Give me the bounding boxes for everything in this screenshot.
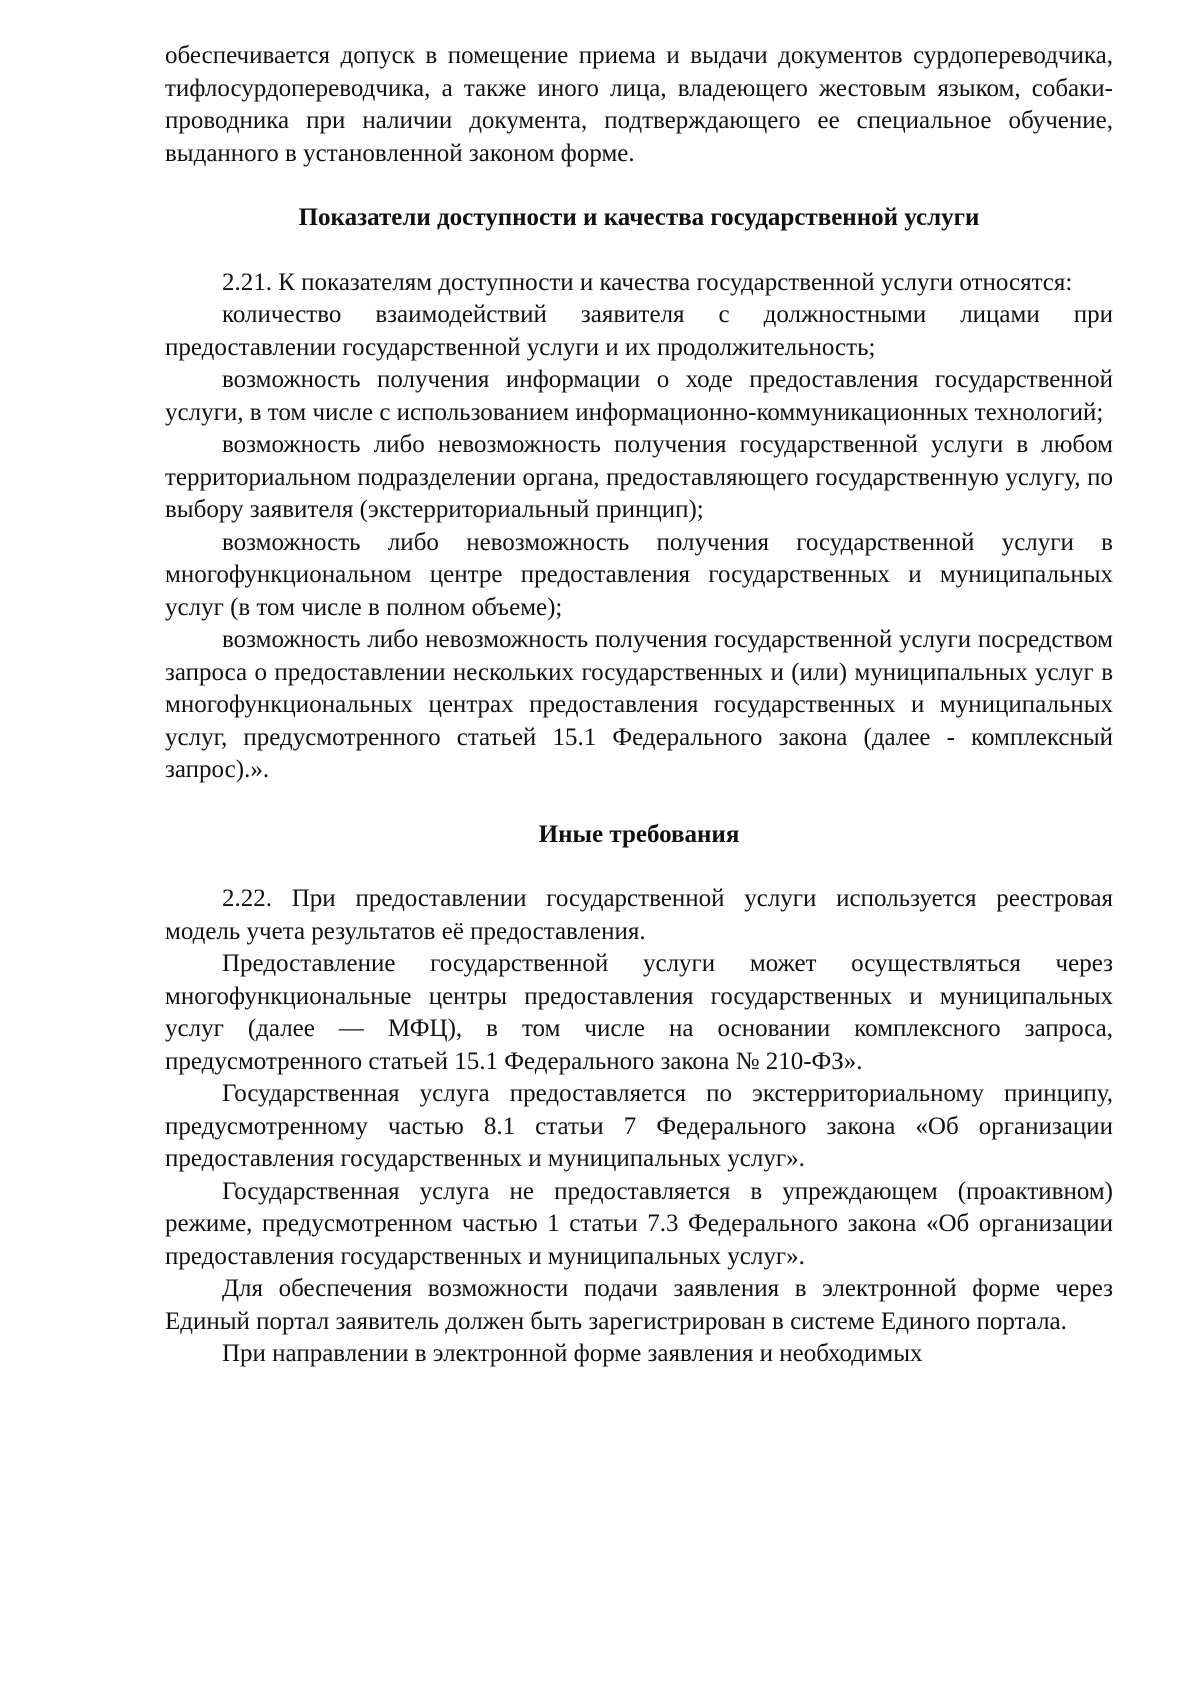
paragraph-complex-request: возможность либо невозможность получения государственной услуги посредством запроса о предоставлении нескольких государственных и (или) муниципальных услуг в многофункциональных центрах предоставления государственных и муниципальных услуг, предусмотренного статьей 15.1 Федерального закона (далее - комплексный запрос).». <box>165 626 1113 783</box>
paragraph-information: возможность получения информации о ходе предоставления государственной услуги, в том числе с использованием информационно-коммуникационных технологий; <box>165 366 1113 426</box>
document-page <box>165 40 1113 1371</box>
paragraph-2-21: 2.21. К показателям доступности и качества государственной услуги относятся: <box>222 268 1073 296</box>
paragraph-2-22: 2.22. При предоставлении государственной услуги используется реестровая модель учета результатов её предоставления. <box>165 885 1113 945</box>
paragraph-portal-registration: Для обеспечения возможности подачи заявления в электронной форме через Единый портал заявитель должен быть зарегистрирован в системе Единого портала. <box>165 1275 1113 1335</box>
paragraph-mfc: возможность либо невозможность получения государственной услуги в многофункциональном центре предоставления государственных и муниципальных услуг (в том числе в полном объеме); <box>165 528 1113 621</box>
paragraph-exterritorial: Государственная услуга предоставляется по экстерриториальному принципу, предусмотренному частью 8.1 статьи 7 Федерального закона «Об организации предоставления государственных и муниципальных услуг». <box>165 1080 1113 1172</box>
heading-accessibility-quality: Показатели доступности и качества государственной услуги <box>298 204 980 231</box>
paragraph-proactive: Государственная услуга не предоставляется в упреждающем (проактивном) режиме, предусмотренном частью 1 статьи 7.3 Федерального закона «Об организации предоставления государственных и муниципальных услуг». <box>165 1177 1113 1270</box>
paragraph-territorial: возможность либо невозможность получения государственной услуги в любом территориальном подразделении органа, предоставляющего государственную услугу, по выбору заявителя (экстерриториальный принцип); <box>165 431 1113 523</box>
paragraph-electronic-submission: При направлении в электронной форме заявления и необходимых <box>222 1340 923 1367</box>
heading-other-requirements: Иные требования <box>538 820 740 848</box>
paragraph-mfc-provision: Предоставление государственной услуги может осуществляться через многофункциональные центры предоставления государственных и муниципальных услуг (далее — МФЦ), в том числе на основании комплексного запроса, предусмотренного статьей 15.1 Федерального закона № 210-ФЗ». <box>165 950 1113 1075</box>
paragraph-intro: обеспечивается допуск в помещение приема и выдачи документов сурдопереводчика, тифлосурдопереводчика, а также иного лица, владеющего жестовым языком, собаки-проводника при наличии документа, подтверждающего ее специальное обучение, выданного в установленной законом форме. <box>165 42 1113 167</box>
paragraph-interactions: количество взаимодействий заявителя с должностными лицами при предоставлении государственной услуги и их продолжительность; <box>165 301 1113 361</box>
